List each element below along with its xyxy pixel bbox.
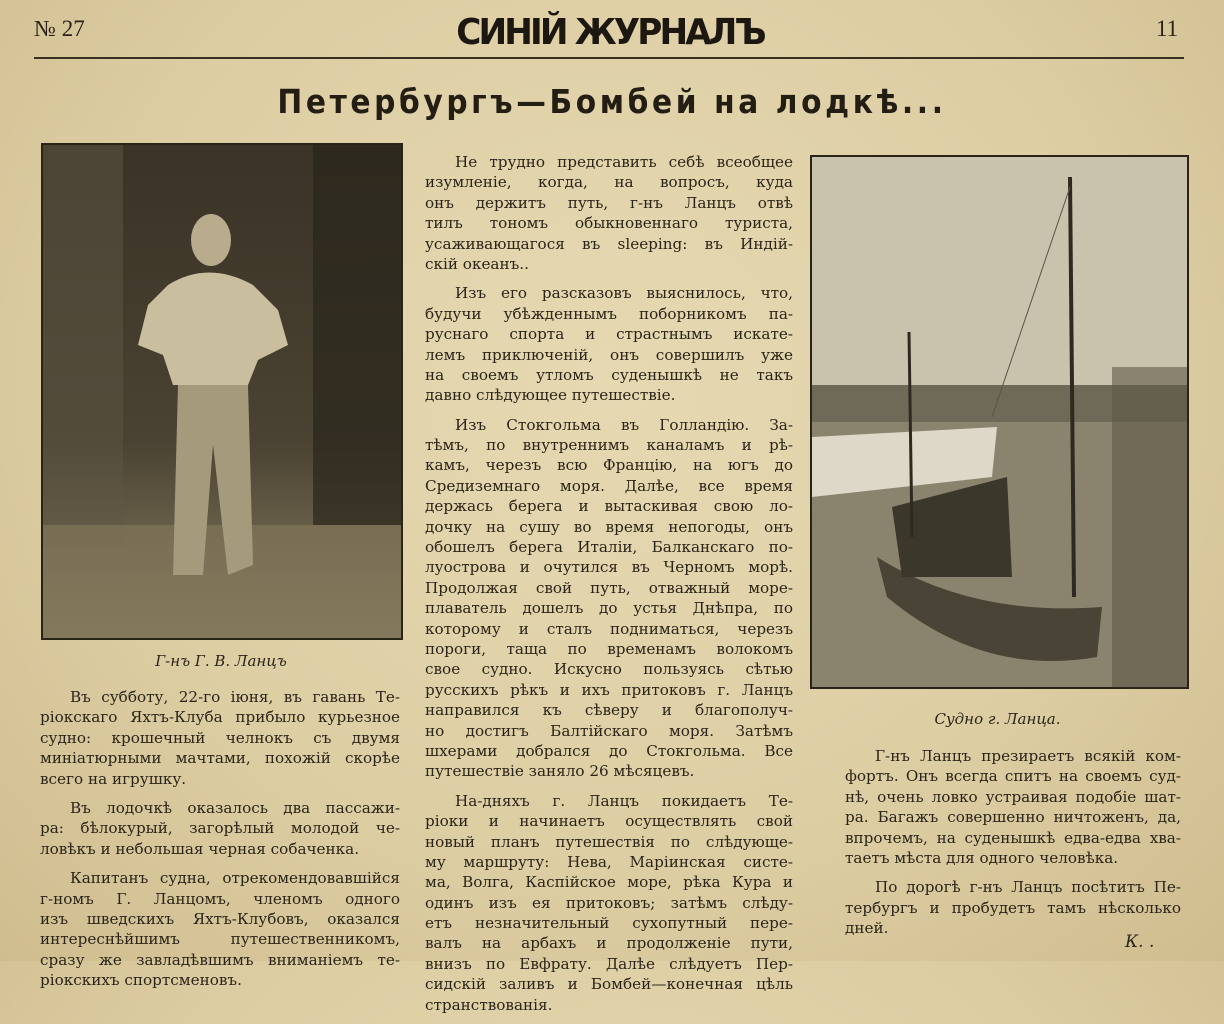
text-line: ра. Багажъ совершенно ничтоженъ, да, <box>845 808 1181 827</box>
text-line: ріоки и начинаетъ осуществлять свой <box>425 812 793 831</box>
paragraph <box>425 791 793 1015</box>
text-line: камъ, черезъ всю Францію, на югъ до <box>425 456 793 475</box>
text-line: етъ незначительный сухопутный пере- <box>425 914 793 933</box>
text-line: тербургъ и пробудетъ тамъ нѣсколько <box>845 898 1181 917</box>
text-line: тѣмъ, по внутреннимъ каналамъ и рѣ- <box>425 436 793 455</box>
text-line: тилъ тономъ обыкновеннаго туриста, <box>425 214 793 233</box>
header-rule <box>34 57 1184 59</box>
issue-number: № 27 <box>34 16 85 41</box>
text-line: По дорогѣ г-нъ Ланцъ посѣтитъ Пе- <box>875 878 1181 897</box>
paragraph <box>40 798 400 859</box>
text-line: всего на игрушку. <box>40 769 187 788</box>
text-line: На-дняхъ г. Ланцъ покидаетъ Те- <box>455 791 793 810</box>
text-line: валъ на арбахъ и продолженіе пути, <box>425 934 793 953</box>
paragraph <box>425 283 793 405</box>
text-line: Въ субботу, 22-го іюня, въ гавань Те- <box>70 688 400 706</box>
text-line: му маршруту: Нева, Маріинская систе- <box>425 852 793 871</box>
text-line: плаватель дошелъ до устья Днѣпра, по <box>425 599 793 618</box>
text-line: ріокскихъ спортсменовъ. <box>40 971 242 990</box>
text-line: сразу же завладѣвшимъ вниманіемъ те- <box>40 950 400 969</box>
text-line: Капитанъ судна, отрекомендовавшійся <box>70 869 400 888</box>
boat-photo <box>810 155 1189 689</box>
text-line: онъ держитъ путь, г-нъ Ланцъ отвѣ <box>425 193 793 212</box>
page-number: 11 <box>1156 16 1179 41</box>
text-line: дочку на сушу во время непогоды, онъ <box>425 517 793 536</box>
article-column-left <box>40 687 400 999</box>
text-line: луострова и очутился въ Черномъ морѣ. <box>425 558 793 577</box>
text-line: путешествіе заняло 26 мѣсяцевъ. <box>425 762 695 781</box>
paragraph <box>425 152 793 274</box>
text-line: держась берега и вытаскивая свою ло- <box>425 497 793 516</box>
text-line: на своемъ утломъ суденышкѣ не такъ <box>425 365 793 384</box>
text-line: интереснѣйшимъ путешественникомъ, <box>40 930 400 949</box>
text-line: ріокскаго Яхтъ-Клуба прибыло курьезное <box>40 708 400 727</box>
text-line: новый планъ путешествія по слѣдующе- <box>425 832 793 851</box>
paragraph <box>845 746 1181 868</box>
text-line: странствованія. <box>425 995 553 1014</box>
text-line: направился къ сѣверу и благополуч- <box>425 701 793 720</box>
text-line: Изъ Стокгольма въ Голландію. За- <box>455 415 793 434</box>
text-line: ма, Волга, Каспійское море, рѣка Кура и <box>425 873 793 892</box>
text-line: ра: бѣлокурый, загорѣлый молодой че- <box>40 819 400 838</box>
text-line: усаживающагося въ sleeping: въ Индій- <box>425 234 793 253</box>
text-line: будучи убѣжденнымъ поборникомъ па- <box>425 304 793 323</box>
text-line: нѣ, очень ловко устраивая подобіе шат- <box>845 787 1181 806</box>
text-line: скій океанъ.. <box>425 254 529 273</box>
text-line: ловѣкъ и небольшая черная собаченка. <box>40 839 360 858</box>
text-line: которому и сталъ подниматься, черезъ <box>425 619 793 638</box>
article-column-middle <box>425 152 793 1024</box>
author-signature: К. . <box>1125 932 1155 952</box>
text-line: Продолжая свой путь, отважный море- <box>425 578 793 597</box>
text-line: давно слѣдующее путешествіе. <box>425 386 676 405</box>
paragraph <box>425 415 793 782</box>
text-line: Средиземнаго моря. Далѣе, все время <box>425 476 793 495</box>
text-line: судно: крошечный челнокъ съ двумя <box>40 728 400 747</box>
text-line: фортъ. Онъ всегда спитъ на своемъ суд- <box>845 767 1181 786</box>
text-line: Не трудно представить себѣ всеобщее <box>455 153 793 171</box>
text-line: Г-нъ Ланцъ презираетъ всякій ком- <box>875 747 1181 765</box>
paragraph <box>40 868 400 990</box>
text-line: дней. <box>845 919 889 938</box>
text-line: изъ шведскихъ Яхтъ-Клубовъ, оказался <box>40 909 400 928</box>
text-line: пороги, таща по временамъ волокомъ <box>425 639 793 658</box>
text-line: свое судно. Искусно пользуясь сѣтью <box>425 660 793 679</box>
text-line: миніатюрными мачтами, похожій скорѣе <box>40 749 400 768</box>
text-line: Въ лодочкѣ оказалось два пассажи- <box>70 798 400 817</box>
portrait-photo <box>41 143 403 640</box>
portrait-caption: Г-нъ Г. В. Ланцъ <box>155 652 287 670</box>
text-line: русскихъ рѣкъ и ихъ притоковъ г. Ланцъ <box>425 680 793 699</box>
text-line: внизъ по Евфрату. Далѣе слѣдуетъ Пер- <box>425 954 793 973</box>
paragraph <box>40 687 400 789</box>
text-line: руснаго спорта и страстнымъ искате- <box>425 325 793 344</box>
boat-caption: Судно г. Ланца. <box>934 710 1061 728</box>
text-line: таетъ мѣста для одного человѣка. <box>845 848 1119 867</box>
text-line: изумленіе, когда, на вопросъ, куда <box>425 173 793 192</box>
text-line: обошелъ берега Италіи, Балканскаго по- <box>425 538 793 557</box>
text-line: впрочемъ, на суденышкѣ едва-едва хва- <box>845 828 1181 847</box>
text-line: лемъ приключеній, онъ совершилъ уже <box>425 345 793 364</box>
text-line: одинъ изъ ея притоковъ; затѣмъ слѣду- <box>425 893 793 912</box>
paragraph <box>845 877 1181 938</box>
text-line: г-номъ Г. Ланцомъ, членомъ одного <box>40 889 400 908</box>
text-line: Изъ его разсказовъ выяснилось, что, <box>455 284 793 303</box>
article-title: Петербургъ—Бомбей на лодкѣ... <box>277 82 947 121</box>
article-column-right <box>845 746 1181 948</box>
text-line: шхерами добрался до Стокгольма. Все <box>425 741 793 760</box>
magazine-masthead: СИНІЙ ЖУРНАЛЪ <box>456 12 764 53</box>
text-line: но достигъ Балтійскаго моря. Затѣмъ <box>425 721 793 740</box>
text-line: сидскій заливъ и Бомбей—конечная цѣль <box>425 975 793 994</box>
